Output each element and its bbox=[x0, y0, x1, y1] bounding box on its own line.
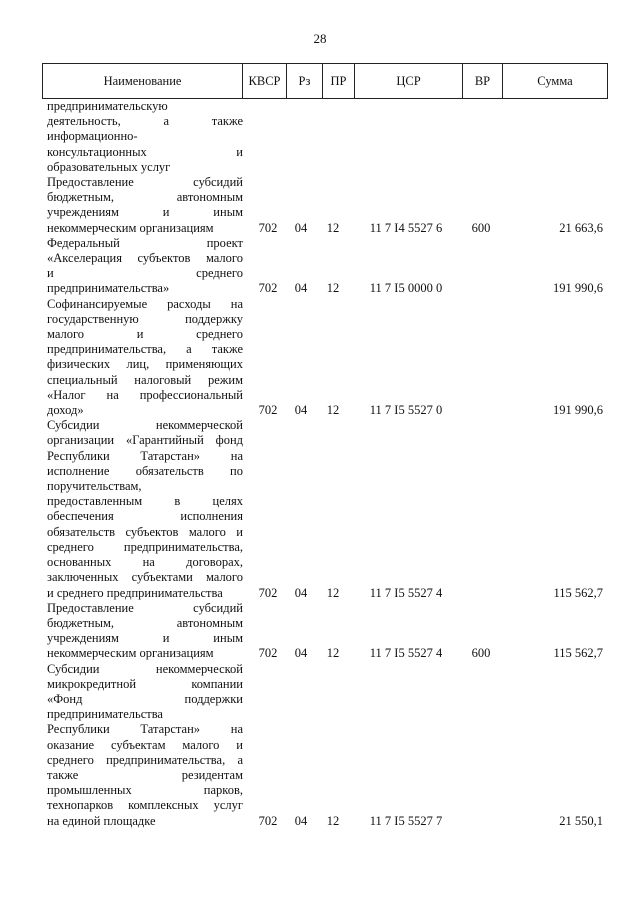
cell-pr: 12 bbox=[326, 813, 340, 828]
table-row bbox=[0, 99, 640, 175]
row-name bbox=[47, 662, 243, 829]
cell-csr: 11 7 I5 5527 4 bbox=[369, 646, 443, 661]
row-name-line: Предоставление субсидий bbox=[47, 175, 243, 190]
row-name-line: бюджетным, автономным bbox=[47, 615, 243, 630]
row-name-line: «Налог на профессиональный bbox=[47, 387, 243, 402]
cell-sum: 115 562,7 bbox=[553, 646, 603, 661]
row-name-line: учреждениям и иным bbox=[47, 205, 243, 220]
page-number: 28 bbox=[313, 31, 327, 46]
row-name-line: и среднего bbox=[47, 266, 243, 281]
row-name-line: «Фонд поддержки bbox=[47, 691, 243, 706]
row-name bbox=[47, 99, 243, 175]
cell-pr: 12 bbox=[326, 585, 340, 600]
table-row bbox=[0, 601, 640, 662]
header-name: Наименование bbox=[43, 64, 243, 98]
table-row bbox=[0, 662, 640, 829]
row-name-line: Субсидии некоммерческой bbox=[47, 661, 243, 676]
cell-kvsr: 702 bbox=[258, 646, 278, 661]
cell-kvsr: 702 bbox=[258, 220, 278, 235]
row-name-line: и среднего предпринимательства bbox=[47, 585, 223, 600]
row-name bbox=[47, 418, 243, 600]
cell-csr: 11 7 I5 5527 4 bbox=[369, 585, 443, 600]
row-name-line: некоммерческим организациям bbox=[47, 220, 214, 235]
row-name-line: предпринимательства, а также bbox=[47, 342, 243, 357]
cell-sum: 21 663,6 bbox=[559, 220, 603, 235]
header-vr: ВР bbox=[463, 64, 503, 98]
table-header bbox=[42, 63, 608, 99]
row-name-line: предпринимательства» bbox=[47, 281, 170, 296]
row-name-line: некоммерческим организациям bbox=[47, 646, 214, 661]
row-name-line: предпринимательства bbox=[47, 707, 163, 722]
cell-pr: 12 bbox=[326, 220, 340, 235]
row-name-line: бюджетным, автономным bbox=[47, 190, 243, 205]
table-row bbox=[0, 175, 640, 236]
row-name-line: заключенных субъектами малого bbox=[47, 570, 243, 585]
cell-csr: 11 7 I5 0000 0 bbox=[369, 281, 443, 296]
cell-kvsr: 702 bbox=[258, 281, 278, 296]
row-name bbox=[47, 175, 243, 236]
row-name-line: Софинансируемые расходы на bbox=[47, 296, 243, 311]
row-name-line: специальный налоговый режим bbox=[47, 372, 243, 387]
cell-pr: 12 bbox=[326, 403, 340, 418]
row-name-line: Субсидии некоммерческой bbox=[47, 418, 243, 433]
cell-csr: 11 7 I4 5527 6 bbox=[369, 220, 443, 235]
row-name-line: основанных на договорах, bbox=[47, 555, 243, 570]
row-name-line: «Акселерация субъектов малого bbox=[47, 251, 243, 266]
cell-rz: 04 bbox=[294, 281, 308, 296]
cell-kvsr: 702 bbox=[258, 585, 278, 600]
row-name-line: образовательных услуг bbox=[47, 159, 171, 174]
row-name-line: поручительствам, bbox=[47, 479, 142, 494]
row-name-line: учреждениям и иным bbox=[47, 631, 243, 646]
row-name-line: также резидентам bbox=[47, 767, 243, 782]
row-name-line: консультационных и bbox=[47, 144, 243, 159]
table-row bbox=[0, 236, 640, 297]
cell-sum: 115 562,7 bbox=[553, 585, 603, 600]
header-rz: Рз bbox=[287, 64, 323, 98]
header-sum: Сумма bbox=[537, 74, 573, 88]
row-name-line: технопарков комплексных услуг bbox=[47, 798, 243, 813]
table-body bbox=[0, 99, 640, 829]
table-row bbox=[0, 418, 640, 600]
row-name-line: среднего предпринимательства, bbox=[47, 539, 243, 554]
row-name-line: среднего предпринимательства, а bbox=[47, 752, 243, 767]
header-pr: ПР bbox=[323, 64, 355, 98]
row-name-line: предоставленным в целях bbox=[47, 494, 243, 509]
cell-rz: 04 bbox=[294, 220, 308, 235]
row-name-line: на единой площадке bbox=[47, 813, 156, 828]
row-name bbox=[47, 236, 243, 297]
row-name bbox=[47, 601, 243, 662]
row-name-line: информационно- bbox=[47, 129, 138, 144]
cell-sum: 191 990,6 bbox=[553, 281, 603, 296]
row-name-line: предпринимательскую bbox=[47, 99, 168, 113]
row-name-line: обязательств субъектов малого и bbox=[47, 524, 243, 539]
cell-sum: 21 550,1 bbox=[559, 813, 603, 828]
table-row bbox=[0, 297, 640, 419]
row-name-line: организации «Гарантийный фонд bbox=[47, 433, 243, 448]
row-name-line: государственную поддержку bbox=[47, 311, 243, 326]
cell-csr: 11 7 I5 5527 0 bbox=[369, 403, 443, 418]
cell-vr: 600 bbox=[471, 646, 491, 661]
cell-rz: 04 bbox=[294, 403, 308, 418]
cell-kvsr: 702 bbox=[258, 403, 278, 418]
header-kvsr: КВСР bbox=[243, 64, 287, 98]
cell-csr: 11 7 I5 5527 7 bbox=[369, 813, 443, 828]
cell-sum: 191 990,6 bbox=[553, 403, 603, 418]
row-name bbox=[47, 297, 243, 419]
row-name-line: доход» bbox=[47, 403, 84, 418]
row-name-line: оказание субъектам малого и bbox=[47, 737, 243, 752]
row-name-line: исполнение обязательств по bbox=[47, 463, 243, 478]
row-name-line: деятельность, а также bbox=[47, 114, 243, 129]
header-csr: ЦСР bbox=[355, 64, 463, 98]
cell-rz: 04 bbox=[294, 585, 308, 600]
row-name-line: Федеральный проект bbox=[47, 235, 243, 250]
row-name-line: Республики Татарстан» на bbox=[47, 448, 243, 463]
cell-rz: 04 bbox=[294, 813, 308, 828]
row-name-line: обеспечения исполнения bbox=[47, 509, 243, 524]
row-name-line: промышленных парков, bbox=[47, 783, 243, 798]
row-name-line: Республики Татарстан» на bbox=[47, 722, 243, 737]
cell-vr: 600 bbox=[471, 220, 491, 235]
cell-rz: 04 bbox=[294, 646, 308, 661]
row-name-line: малого и среднего bbox=[47, 327, 243, 342]
row-name-line: микрокредитной компании bbox=[47, 676, 243, 691]
row-name-line: физических лиц, применяющих bbox=[47, 357, 243, 372]
cell-pr: 12 bbox=[326, 646, 340, 661]
row-name-line: Предоставление субсидий bbox=[47, 600, 243, 615]
cell-pr: 12 bbox=[326, 281, 340, 296]
cell-kvsr: 702 bbox=[258, 813, 278, 828]
